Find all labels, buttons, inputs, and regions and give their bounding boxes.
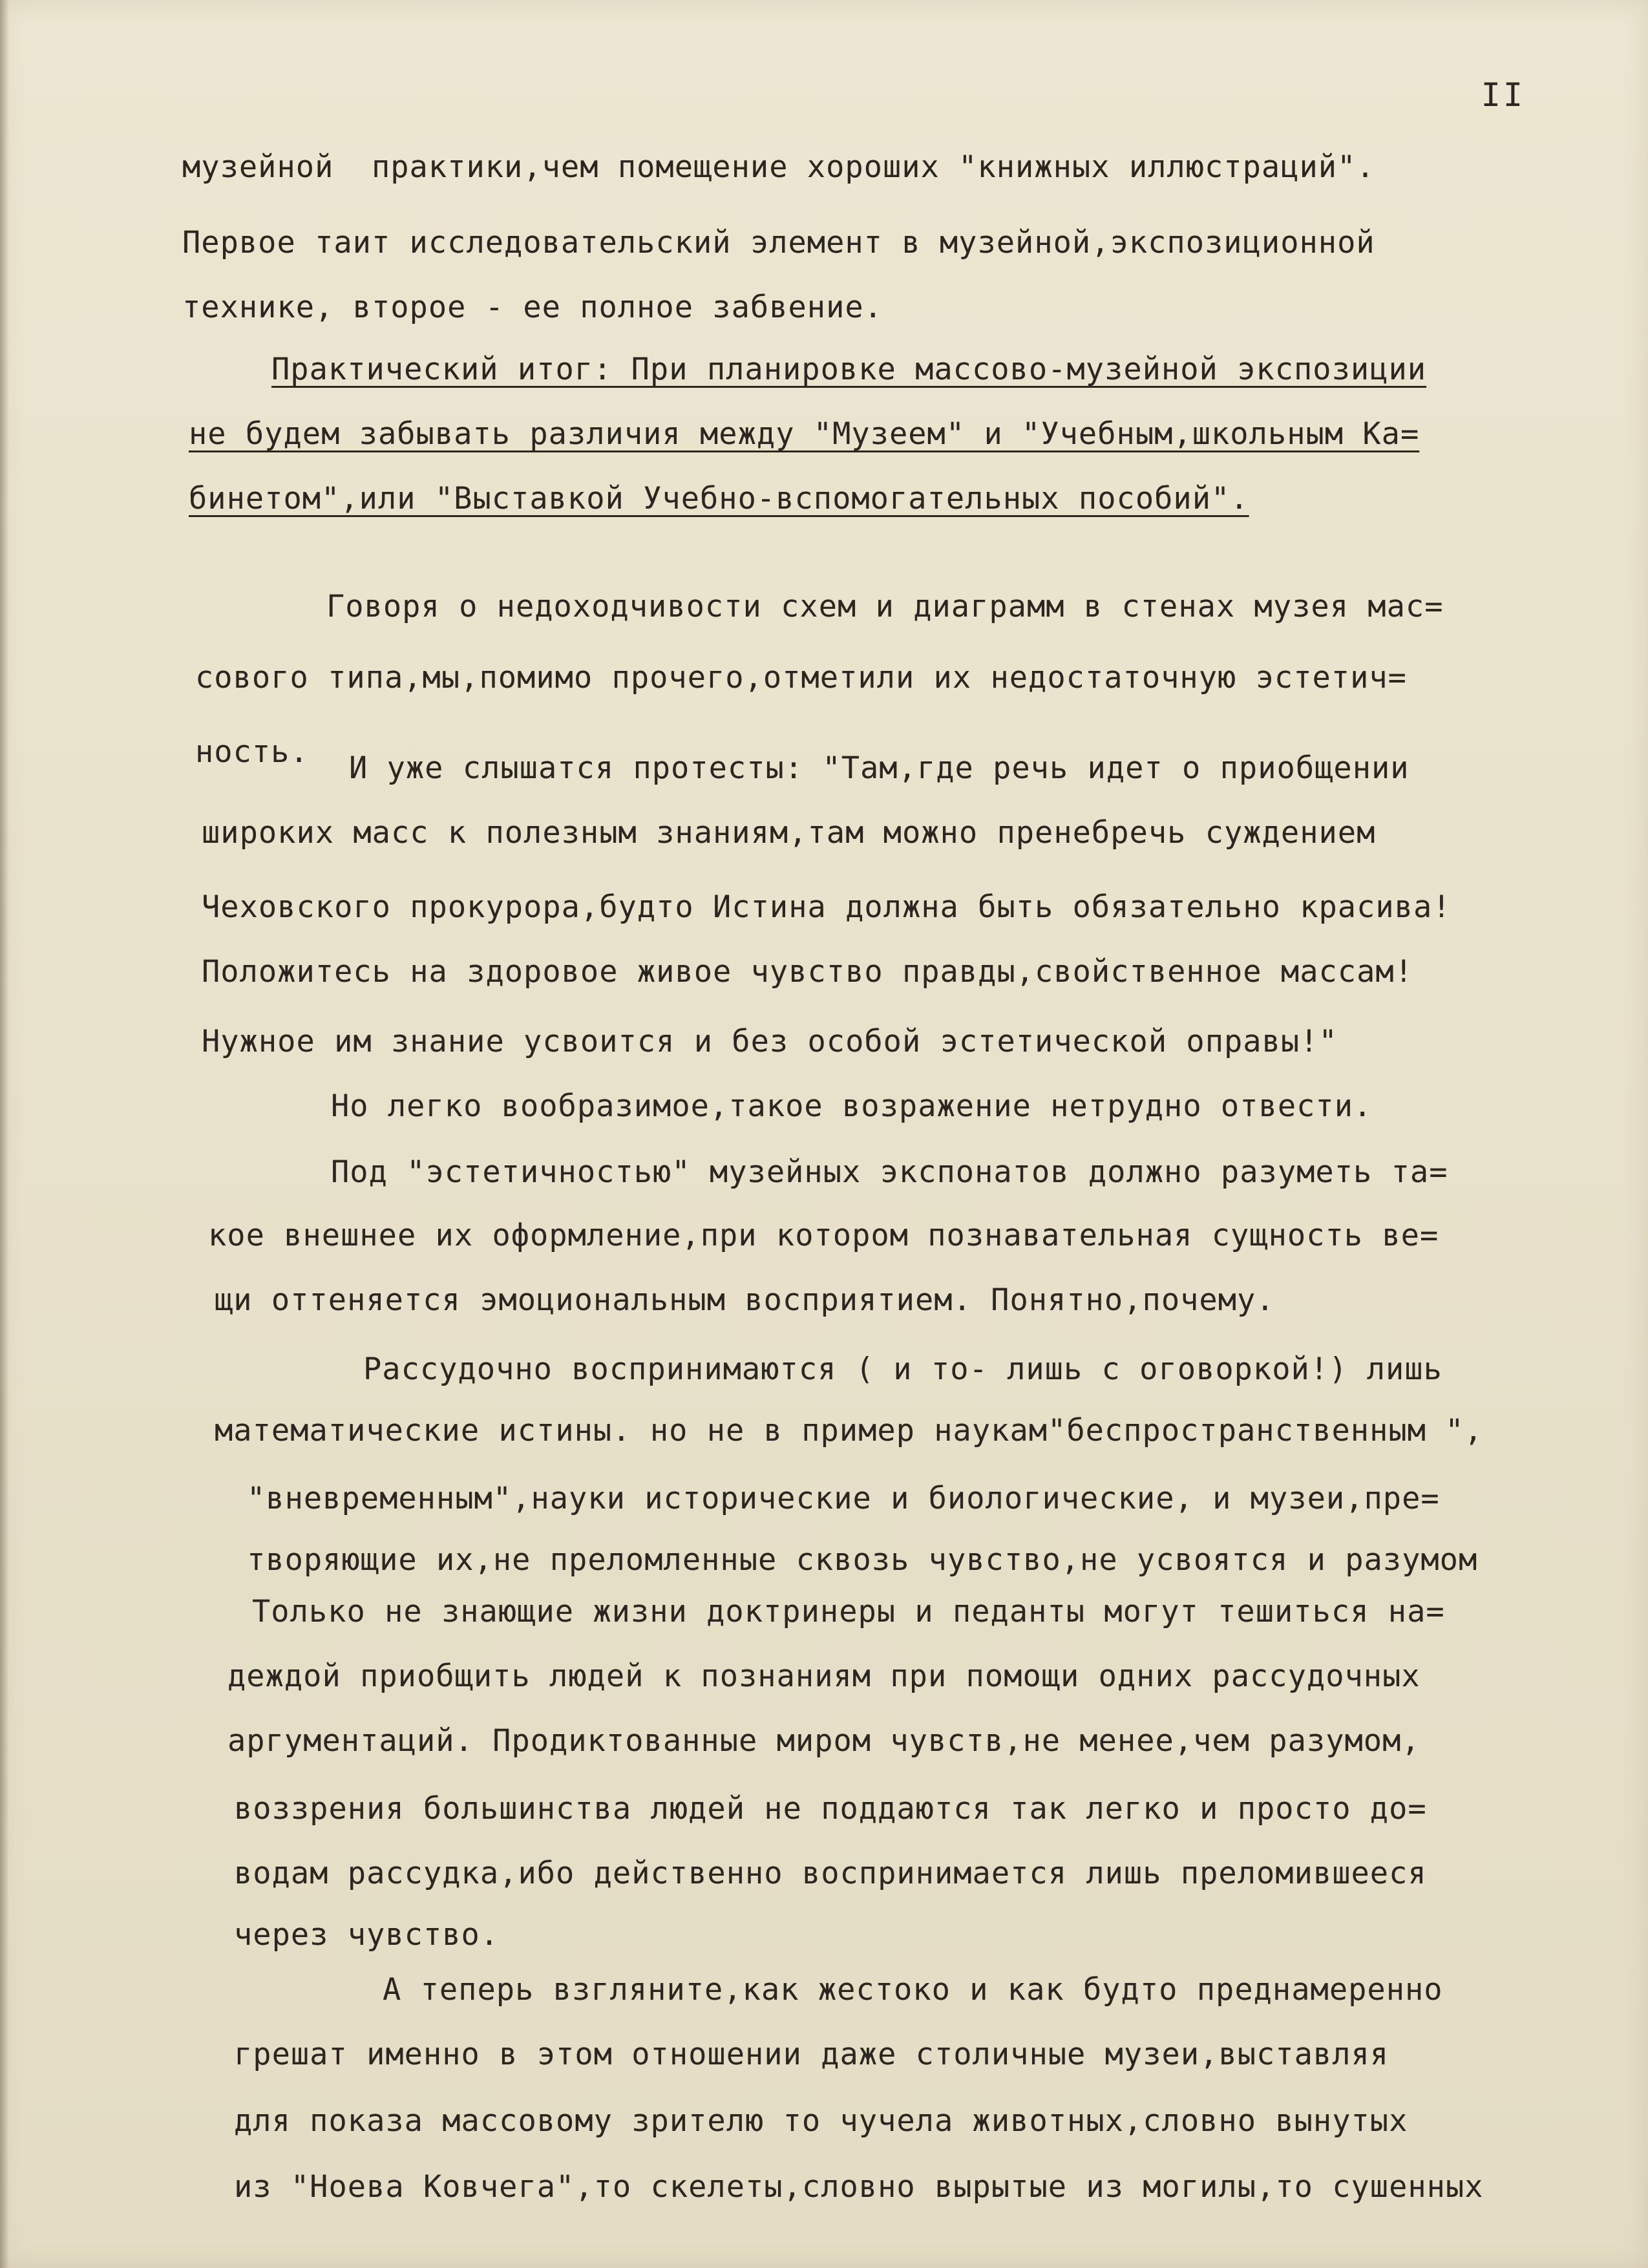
text-line: Только не знающие жизни доктринеры и педанты могут тешиться на= (252, 1594, 1445, 1629)
text-line: А теперь взгляните,как жестоко и как будто преднамеренно (383, 1972, 1443, 2008)
page-edge-shadow (0, 0, 9, 2268)
text-line: И уже слышатся протесты: "Там,где речь идет о приобщении (349, 750, 1410, 786)
text-line: "вневременным",науки исторические и биологические, и музеи,пре= (247, 1481, 1440, 1516)
text-line: Говоря о недоходчивости схем и диаграмм в стенах музея мас= (326, 589, 1444, 624)
text-line: Чеховского прокурора,будто Истина должна быть обязательно красива! (202, 889, 1452, 925)
text-line: аргументаций. Продиктованные миром чувств,не менее,чем разумом, (227, 1723, 1421, 1759)
underlined-text-line: не будем забывать различия между "Музеем" и "Учебным,школьным Ка= (189, 416, 1420, 452)
text-line: деждой приобщить людей к познаниям при помощи одних рассудочных (227, 1659, 1421, 1694)
text-line: кое внешнее их оформление,при котором познавательная сущность ве= (208, 1218, 1439, 1253)
text-line: Рассудочно воспринимаются ( и то- лишь с оговоркой!) лишь (363, 1351, 1442, 1387)
underlined-text-line: Практический итог: При планировке массово-музейной экспозиции (271, 352, 1427, 387)
text-line: творяющие их,не преломленные сквозь чувство,не усвоятся и разумом (247, 1542, 1478, 1578)
text-line: технике, второе - ее полное забвение. (182, 290, 883, 325)
text-line: Нужное им знание усвоится и без особой эстетической оправы!" (202, 1024, 1338, 1059)
text-line: водам рассудка,ибо действенно воспринимается лишь преломившееся (234, 1856, 1427, 1891)
text-line: музейной практики,чем помещение хороших "книжных иллюстраций". (182, 149, 1375, 185)
text-line: Но легко вообразимое,такое возражение нетрудно отвести. (331, 1088, 1373, 1124)
text-line: Под "эстетичностью" музейных экспонатов должно разуметь та= (331, 1154, 1448, 1190)
text-line: сового типа,мы,помимо прочего,отметили их недостаточную эстетич= (195, 660, 1407, 695)
text-line: щи оттеняется эмоциональным восприятием. Понятно,почему. (215, 1282, 1275, 1318)
text-line: Положитесь на здоровое живое чувство правды,свойственное массам! (202, 954, 1413, 990)
page-number: II (1481, 76, 1525, 114)
text-line: для показа массовому зрителю то чучела животных,словно вынутых (234, 2103, 1408, 2139)
text-line: из "Ноева Ковчега",то скелеты,словно вырытые из могилы,то сушенных (234, 2169, 1484, 2205)
text-line: математические истины. но не в пример наукам"беспространственным ", (215, 1413, 1483, 1448)
text-line: ность. (195, 734, 309, 770)
underlined-text-line: бинетом",или "Выставкой Учебно-вспомогательных пособий". (189, 481, 1249, 516)
text-line: через чувство. (234, 1917, 500, 1953)
text-line: Первое таит исследовательский элемент в музейной,экспозиционной (182, 225, 1375, 260)
text-line: воззрения большинства людей не поддаются так легко и просто до= (234, 1791, 1427, 1827)
text-line: грешат именно в этом отношении даже столичные музеи,выставляя (234, 2037, 1389, 2072)
text-line: широких масс к полезным знаниям,там можно пренебречь суждением (202, 815, 1376, 851)
